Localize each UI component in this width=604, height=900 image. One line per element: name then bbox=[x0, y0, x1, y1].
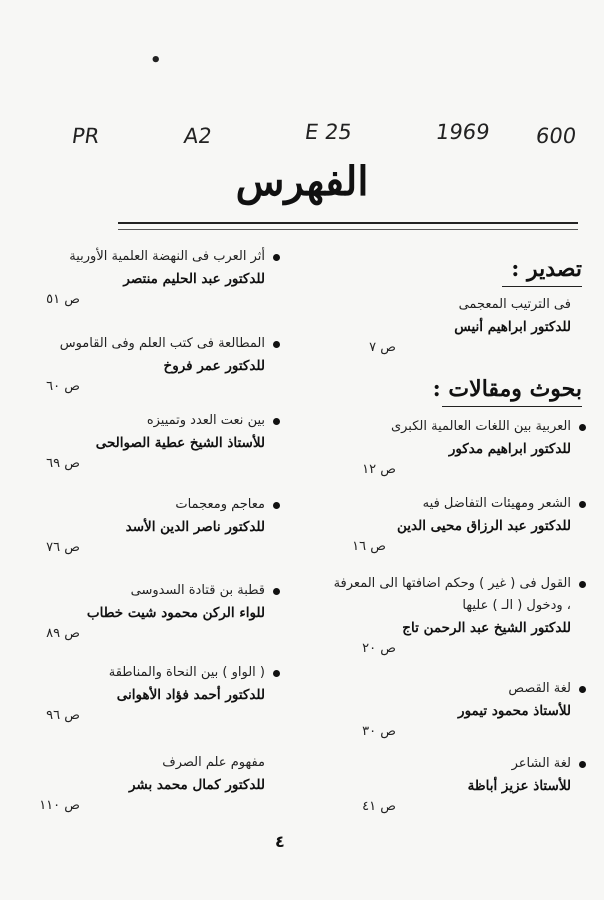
title-rule bbox=[118, 222, 578, 224]
research-entry bbox=[316, 493, 586, 557]
left-entry bbox=[8, 333, 280, 397]
entry-title: لغة القصص bbox=[316, 678, 586, 700]
left-entry bbox=[8, 494, 280, 558]
entry-page: ص ٩٦ bbox=[46, 708, 80, 723]
bullet-icon bbox=[273, 502, 280, 509]
entry-author: للواء الركن محمود شيت خطاب bbox=[86, 605, 265, 621]
entry-page: ص ٦٠ bbox=[46, 379, 80, 394]
entry-author: للدكتور أحمد فؤاد الأهوانى bbox=[116, 687, 265, 703]
entry-author: للدكتور كمال محمد بشر bbox=[128, 777, 265, 793]
entry-author: للدكتور عبد الحليم منتصر bbox=[123, 271, 265, 287]
entry-page: ص ٣٠ bbox=[362, 724, 396, 739]
title-rule-thin bbox=[118, 229, 578, 230]
entry-author: للأستاذ محمود تيمور bbox=[458, 703, 571, 719]
entry-page: ص ١١٠ bbox=[39, 798, 80, 813]
entry-author: للدكتور عبد الرزاق محيى الدين bbox=[397, 518, 571, 534]
preface-heading: تصدير : bbox=[511, 256, 582, 282]
preface-entry bbox=[316, 294, 586, 358]
handwritten-note-3: E 25 bbox=[303, 120, 354, 144]
entry-page: ص ٦٩ bbox=[46, 456, 80, 471]
entry-title: لغة الشاعر bbox=[316, 753, 586, 775]
entry-page: ص ٥١ bbox=[46, 292, 80, 307]
entry-page: ص ٧ bbox=[369, 340, 396, 355]
entry-page: ص ١٦ bbox=[352, 539, 386, 554]
entry-page: ص ١٢ bbox=[362, 462, 396, 477]
entry-title: القول فى ( غير ) وحكم اضافتها الى المعرفة ، ودخول ( الـ ) عليها bbox=[316, 573, 586, 617]
bullet-icon bbox=[579, 686, 586, 693]
handwritten-note-4: 1969 bbox=[434, 120, 492, 144]
handwritten-note-2: A2 bbox=[182, 124, 214, 148]
bullet-icon bbox=[273, 341, 280, 348]
entry-title: المطالعة فى كتب العلم وفى القاموس bbox=[8, 333, 280, 355]
entry-title: ( الواو ) بين النحاة والمناطقة bbox=[8, 662, 280, 684]
entry-title: مفهوم علم الصرف bbox=[162, 755, 265, 770]
entry-author: للدكتور الشيخ عبد الرحمن تاج bbox=[402, 620, 571, 636]
bullet-icon bbox=[273, 418, 280, 425]
entry-title: بين نعت العدد وتمييزه bbox=[8, 410, 280, 432]
research-heading-underline bbox=[442, 406, 582, 407]
left-entry bbox=[8, 752, 280, 816]
entry-author: للأستاذ عزيز أباظة bbox=[467, 778, 571, 794]
bullet-icon bbox=[273, 254, 280, 261]
research-entry bbox=[316, 573, 586, 659]
page-title: الفهرس bbox=[235, 158, 369, 205]
entry-title: الشعر ومهيئات التفاضل فيه bbox=[316, 493, 586, 515]
entry-author: للدكتور ناصر الدين الأسد bbox=[125, 519, 265, 535]
entry-page: ص ٧٦ bbox=[46, 540, 80, 555]
research-heading: بحوث ومقالات : bbox=[432, 376, 582, 402]
bullet-icon bbox=[579, 424, 586, 431]
left-entry bbox=[8, 662, 280, 726]
left-entry bbox=[8, 246, 280, 310]
left-entry bbox=[8, 410, 280, 474]
preface-heading-underline bbox=[502, 286, 582, 287]
left-entry bbox=[8, 580, 280, 644]
entry-page: ص ٨٩ bbox=[46, 626, 80, 641]
entry-page: ص ٢٠ bbox=[362, 641, 396, 656]
research-entry bbox=[316, 416, 586, 480]
entry-title: أثر العرب فى النهضة العلمية الأوربية bbox=[8, 246, 280, 268]
bullet-icon bbox=[273, 588, 280, 595]
entry-author: للدكتور ابراهيم أنيس bbox=[454, 319, 571, 335]
handwritten-note-5: 600 bbox=[534, 124, 578, 148]
bullet-icon bbox=[273, 670, 280, 677]
bullet-icon bbox=[579, 581, 586, 588]
page-number: ٤ bbox=[275, 832, 285, 851]
research-entry bbox=[316, 753, 586, 817]
entry-title: قطبة بن قتادة السدوسى bbox=[8, 580, 280, 602]
bullet-icon bbox=[579, 761, 586, 768]
entry-title: العربية بين اللغات العالمية الكبرى bbox=[316, 416, 586, 438]
entry-title: معاجم ومعجمات bbox=[8, 494, 280, 516]
entry-author: للدكتور عمر فروخ bbox=[163, 358, 265, 374]
entry-title: فى الترتيب المعجمى bbox=[458, 297, 571, 312]
entry-page: ص ٤١ bbox=[362, 799, 396, 814]
entry-author: للدكتور ابراهيم مدكور bbox=[448, 441, 571, 457]
header-mark: • bbox=[150, 50, 162, 71]
bullet-icon bbox=[579, 501, 586, 508]
handwritten-note-1: PR bbox=[70, 124, 101, 148]
research-entry bbox=[316, 678, 586, 742]
entry-author: للأستاذ الشيخ عطية الصوالحى bbox=[95, 435, 265, 451]
